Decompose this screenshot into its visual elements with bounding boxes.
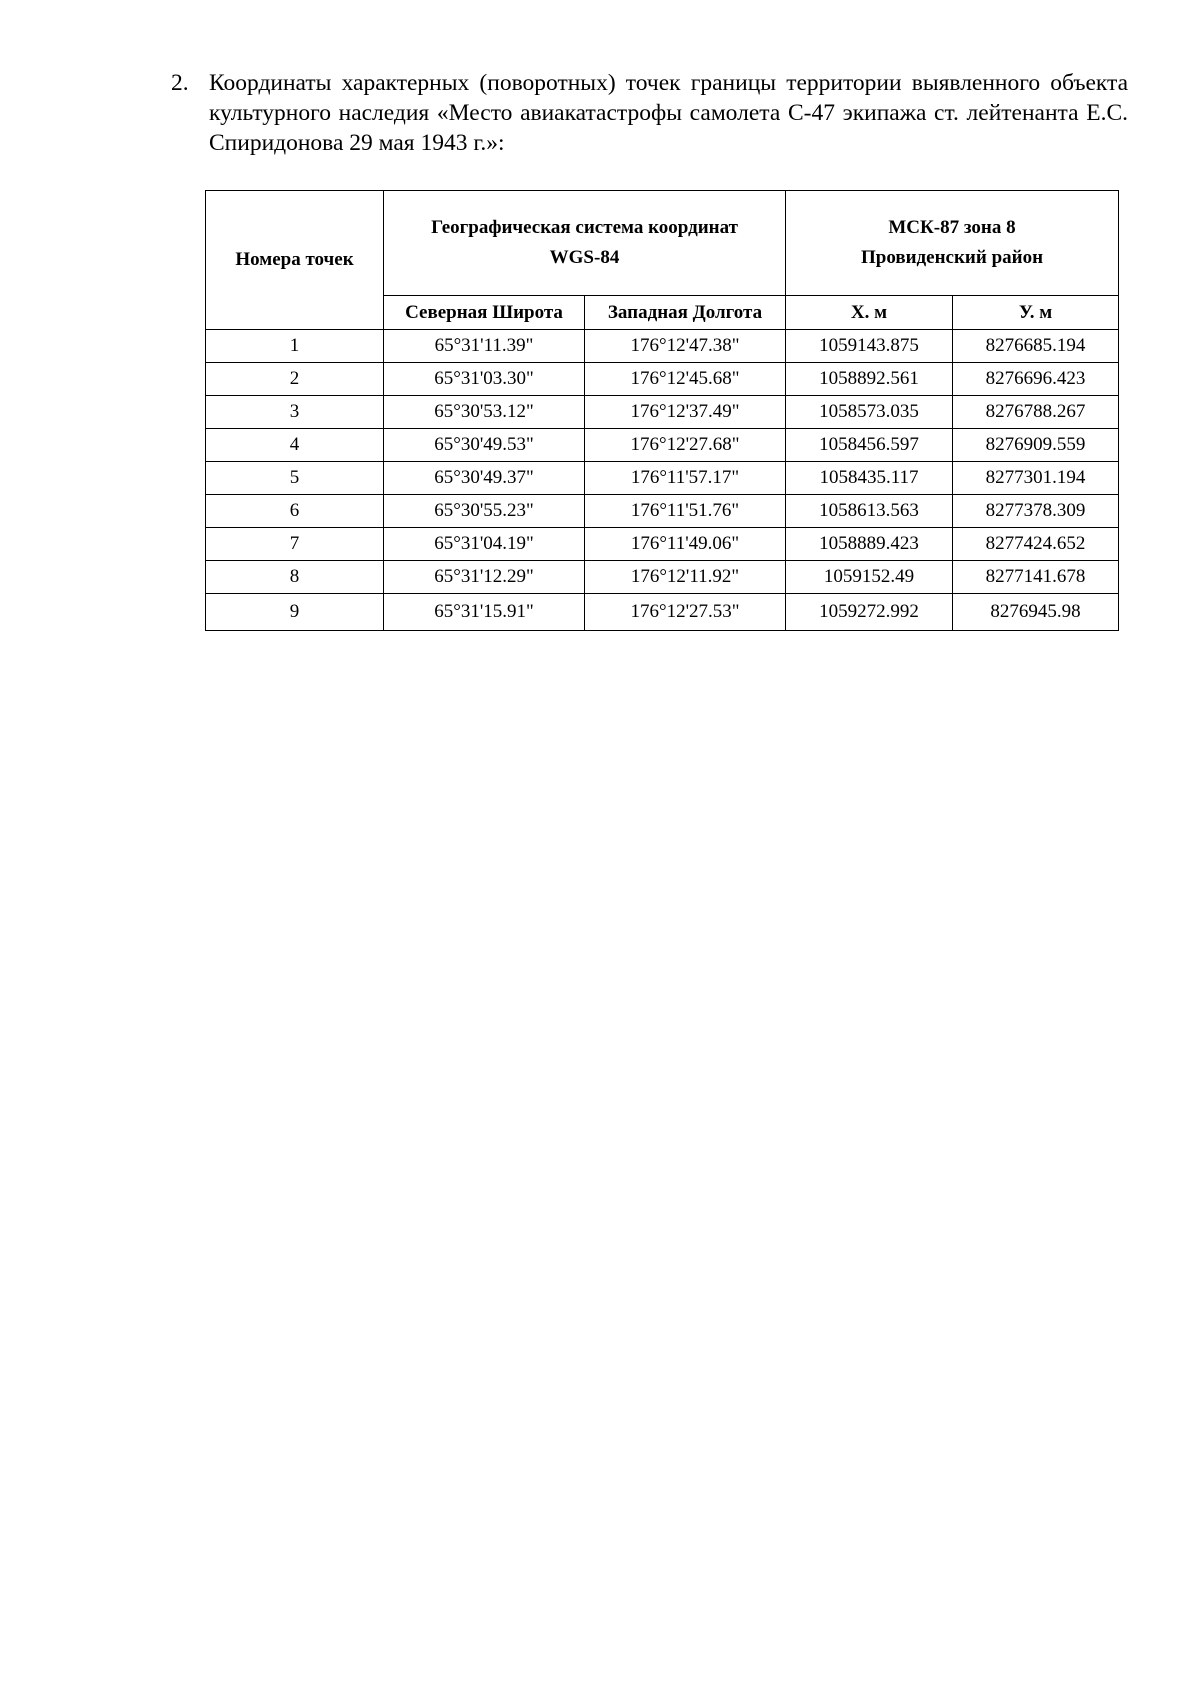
cell-y: 8276909.559 — [953, 429, 1119, 462]
table-row — [206, 561, 1119, 594]
paragraph-text: Координаты характерных (поворотных) точек границы территории выявленного объекта культурного наследия «Место авиакатастрофы самолета С-47 экипажа ст. лейтенанта Е.С. Спиридонова 29 мая 1943 г.»: — [209, 70, 1128, 156]
cell-latitude: 65°31'15.91" — [384, 594, 585, 631]
cell-y: 8276788.267 — [953, 396, 1119, 429]
cell-longitude: 176°12'27.53" — [585, 594, 786, 631]
cell-longitude: 176°12'27.68" — [585, 429, 786, 462]
header-geo-system — [384, 191, 786, 296]
cell-longitude: 176°11'57.17" — [585, 462, 786, 495]
cell-longitude: 176°11'51.76" — [585, 495, 786, 528]
intro-paragraph — [171, 68, 1128, 158]
cell-y: 8277424.652 — [953, 528, 1119, 561]
cell-x: 1058613.563 — [786, 495, 953, 528]
cell-y: 8277301.194 — [953, 462, 1119, 495]
cell-y: 8276945.98 — [953, 594, 1119, 631]
cell-x: 1058889.423 — [786, 528, 953, 561]
cell-point-number: 5 — [206, 462, 384, 495]
table-row — [206, 594, 1119, 631]
cell-x: 1058573.035 — [786, 396, 953, 429]
cell-longitude: 176°12'11.92" — [585, 561, 786, 594]
cell-point-number: 2 — [206, 363, 384, 396]
cell-longitude: 176°12'45.68" — [585, 363, 786, 396]
cell-x: 1058456.597 — [786, 429, 953, 462]
header-msk-system — [786, 191, 1119, 296]
cell-point-number: 8 — [206, 561, 384, 594]
header-north-lat: Северная Широта — [384, 296, 585, 330]
table-row — [206, 429, 1119, 462]
header-msk-line2: Провиденский район — [860, 247, 1044, 268]
header-west-lon: Западная Долгота — [585, 296, 786, 330]
table-row — [206, 363, 1119, 396]
cell-point-number: 3 — [206, 396, 384, 429]
cell-latitude: 65°31'04.19" — [384, 528, 585, 561]
cell-longitude: 176°11'49.06" — [585, 528, 786, 561]
table-row — [206, 462, 1119, 495]
cell-x: 1058892.561 — [786, 363, 953, 396]
table-header-row — [206, 191, 1119, 296]
cell-y: 8277378.309 — [953, 495, 1119, 528]
cell-x: 1059143.875 — [786, 330, 953, 363]
cell-point-number: 7 — [206, 528, 384, 561]
cell-x: 1059272.992 — [786, 594, 953, 631]
cell-latitude: 65°31'12.29" — [384, 561, 585, 594]
cell-y: 8276685.194 — [953, 330, 1119, 363]
cell-longitude: 176°12'47.38" — [585, 330, 786, 363]
header-x: X. м — [786, 296, 953, 330]
cell-latitude: 65°30'55.23" — [384, 495, 585, 528]
cell-point-number: 9 — [206, 594, 384, 631]
table-row — [206, 396, 1119, 429]
cell-x: 1059152.49 — [786, 561, 953, 594]
cell-y: 8276696.423 — [953, 363, 1119, 396]
coordinates-table — [205, 190, 1119, 631]
paragraph-number: 2. — [171, 70, 189, 96]
header-geo-line1: Географическая система координат — [431, 217, 738, 238]
table-row — [206, 495, 1119, 528]
cell-latitude: 65°30'53.12" — [384, 396, 585, 429]
cell-latitude: 65°31'11.39" — [384, 330, 585, 363]
header-msk-line1: МСК-87 зона 8 — [888, 217, 1016, 238]
cell-point-number: 4 — [206, 429, 384, 462]
cell-y: 8277141.678 — [953, 561, 1119, 594]
cell-latitude: 65°30'49.37" — [384, 462, 585, 495]
cell-latitude: 65°31'03.30" — [384, 363, 585, 396]
cell-point-number: 1 — [206, 330, 384, 363]
table-row — [206, 528, 1119, 561]
cell-longitude: 176°12'37.49" — [585, 396, 786, 429]
table-row — [206, 330, 1119, 363]
header-points: Номера точек — [206, 191, 384, 330]
cell-point-number: 6 — [206, 495, 384, 528]
header-geo-line2: WGS-84 — [549, 247, 620, 268]
cell-latitude: 65°30'49.53" — [384, 429, 585, 462]
cell-x: 1058435.117 — [786, 462, 953, 495]
header-y: У. м — [953, 296, 1119, 330]
